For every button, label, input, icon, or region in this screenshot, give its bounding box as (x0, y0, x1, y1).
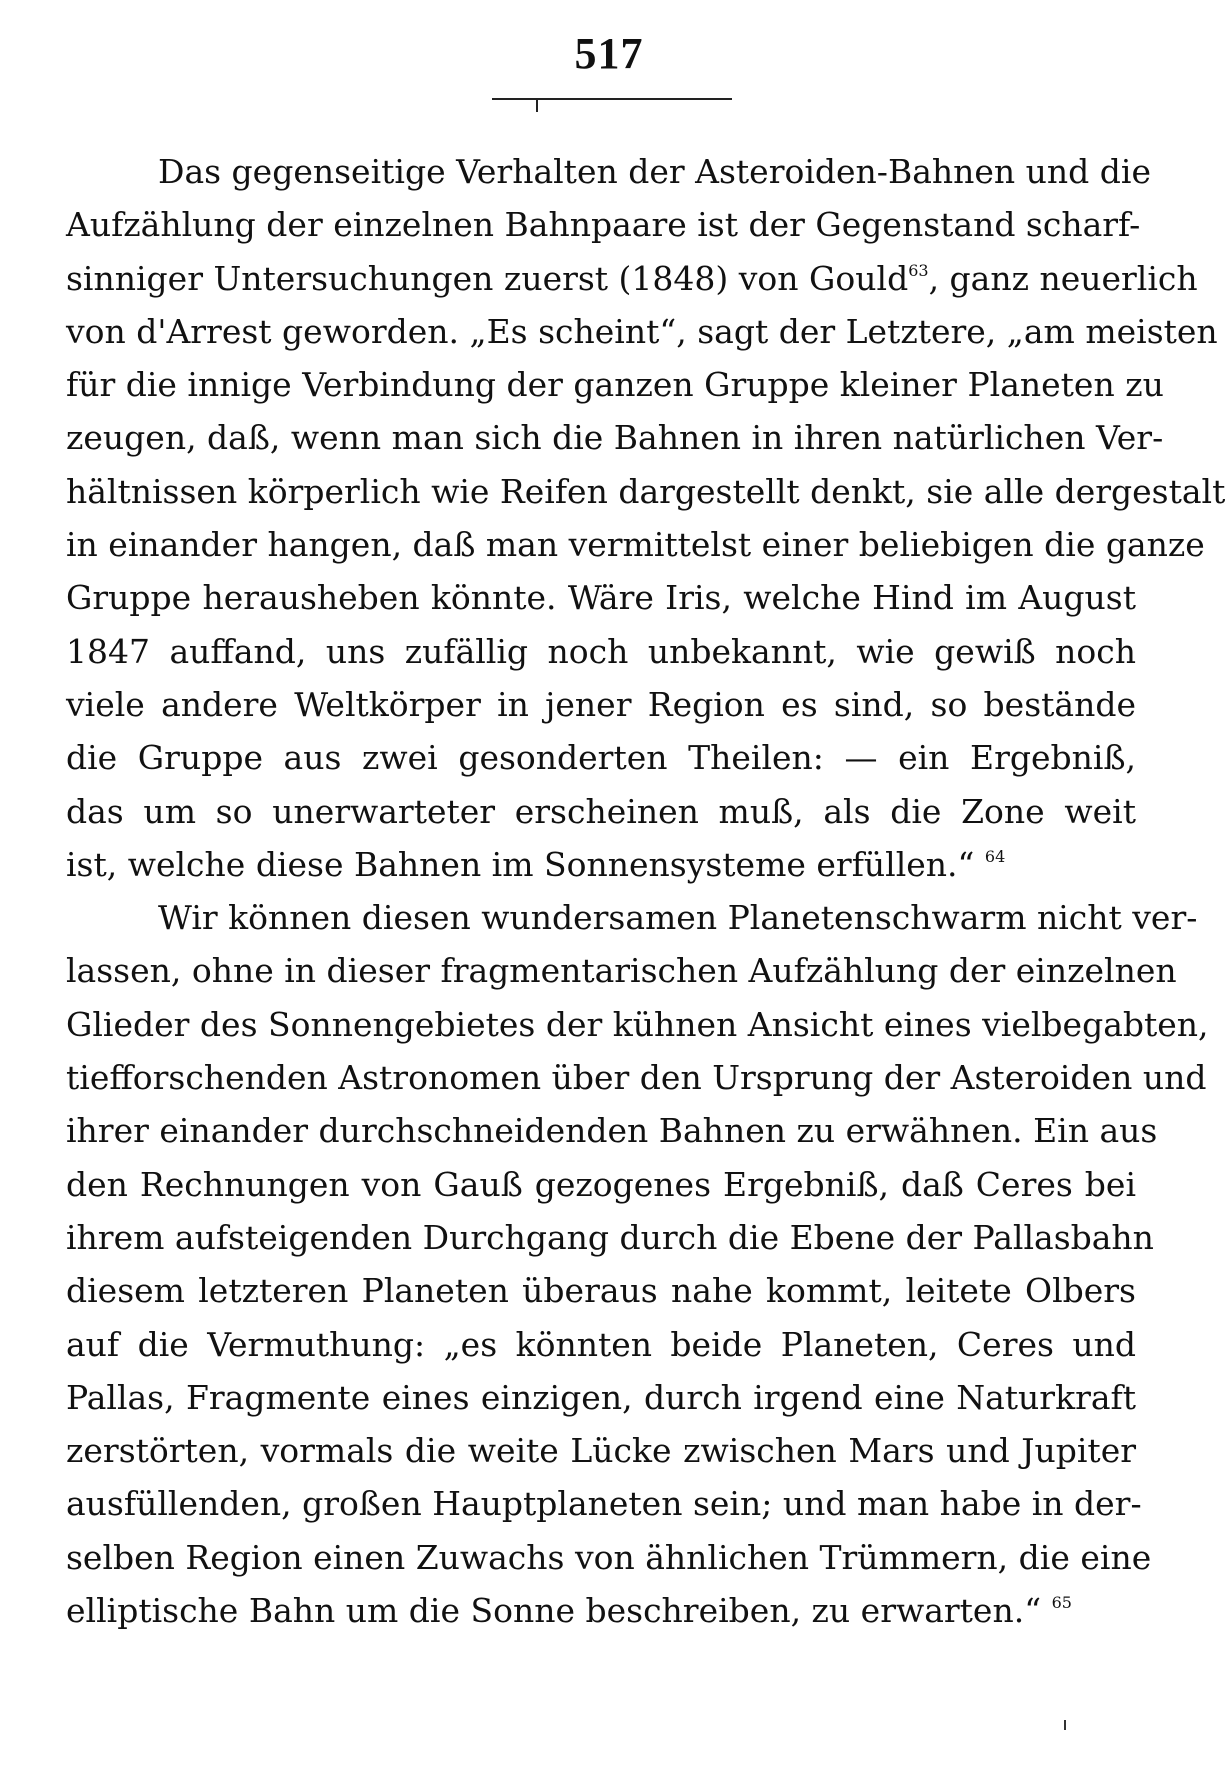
text-line (66, 252, 1198, 305)
text-line: auf die Vermuthung: „es könnten beide Planeten, Ceres und (66, 1324, 1136, 1364)
text-line-part: , ganz neuerlich (928, 258, 1198, 298)
text-line: von d'Arrest geworden. „Es scheint“, sagt der Letztere, „am meisten (66, 311, 1218, 351)
text-line: diesem letzteren Planeten überaus nahe kommt, leitete Olbers (66, 1271, 1136, 1311)
text-line: zerstörten, vormals die weite Lücke zwischen Mars und Jupiter (66, 1431, 1136, 1471)
text-line: ausfüllenden, großen Hauptplaneten sein; und man habe in der- (66, 1484, 1142, 1524)
page-number: 517 (574, 29, 644, 78)
text-line: ihrem aufsteigenden Durchgang durch die Ebene der Pallasbahn (66, 1217, 1154, 1257)
header-rule-tick (536, 98, 538, 112)
text-line: für die innige Verbindung der ganzen Gruppe kleiner Planeten zu (66, 365, 1164, 405)
text-line: Glieder des Sonnengebietes der kühnen Ansicht eines vielbegabten, (66, 1004, 1209, 1044)
text-line: viele andere Weltkörper in jener Region es sind, so bestände (66, 684, 1136, 724)
header-rule (492, 98, 732, 100)
print-mark (1064, 1720, 1066, 1730)
footnote-ref-63: 63 (908, 260, 929, 280)
text-line: tiefforschenden Astronomen über den Ursprung der Asteroiden und (66, 1058, 1207, 1098)
text-line: den Rechnungen von Gauß gezogenes Ergebniß, daß Ceres bei (66, 1164, 1136, 1204)
text-line-part: sinniger Untersuchungen zuerst (1848) von Gould (66, 258, 909, 298)
text-line (66, 838, 1136, 891)
text-line: selben Region einen Zuwachs von ähnlichen Trümmern, die eine (66, 1537, 1152, 1577)
text-line: lassen, ohne in dieser fragmentarischen Aufzählung der einzelnen (66, 951, 1177, 991)
footnote-ref-65: 65 (1051, 1593, 1072, 1613)
text-line: hältnissen körperlich wie Reifen dargestellt denkt, sie alle dergestalt (66, 471, 1225, 511)
text-line: Das gegenseitige Verhalten der Asteroiden-Bahnen und die (158, 152, 1151, 191)
text-line: ihrer einander durchschneidenden Bahnen zu erwähnen. Ein aus (66, 1111, 1158, 1151)
text-line-part: ist, welche diese Bahnen im Sonnensysteme erfüllen.“ (66, 844, 975, 884)
text-line: 1847 auffand, uns zufällig noch unbekannt, wie gewiß noch (66, 631, 1136, 671)
footnote-ref-64: 64 (984, 846, 1006, 866)
text-line: die Gruppe aus zwei gesonderten Theilen: — ein Ergebniß, (66, 738, 1136, 778)
text-line: Aufzählung der einzelnen Bahnpaare ist der Gegenstand scharf- (66, 205, 1141, 245)
text-line: Pallas, Fragmente eines einzigen, durch irgend eine Naturkraft (66, 1377, 1136, 1417)
text-line: zeugen, daß, wenn man sich die Bahnen in ihren natürlichen Ver- (66, 418, 1164, 458)
text-line: Gruppe herausheben könnte. Wäre Iris, welche Hind im August (66, 578, 1136, 618)
text-line: das um so unerwarteter erscheinen muß, als die Zone weit (66, 791, 1136, 831)
text-line: in einander hangen, daß man vermittelst einer beliebigen die ganze (66, 525, 1205, 565)
text-line: Wir können diesen wundersamen Planetenschwarm nicht ver- (158, 898, 1198, 938)
text-line (66, 1584, 1136, 1637)
text-line-part: elliptische Bahn um die Sonne beschreiben, zu erwarten.“ (66, 1591, 1042, 1631)
body-text (66, 145, 1225, 1637)
